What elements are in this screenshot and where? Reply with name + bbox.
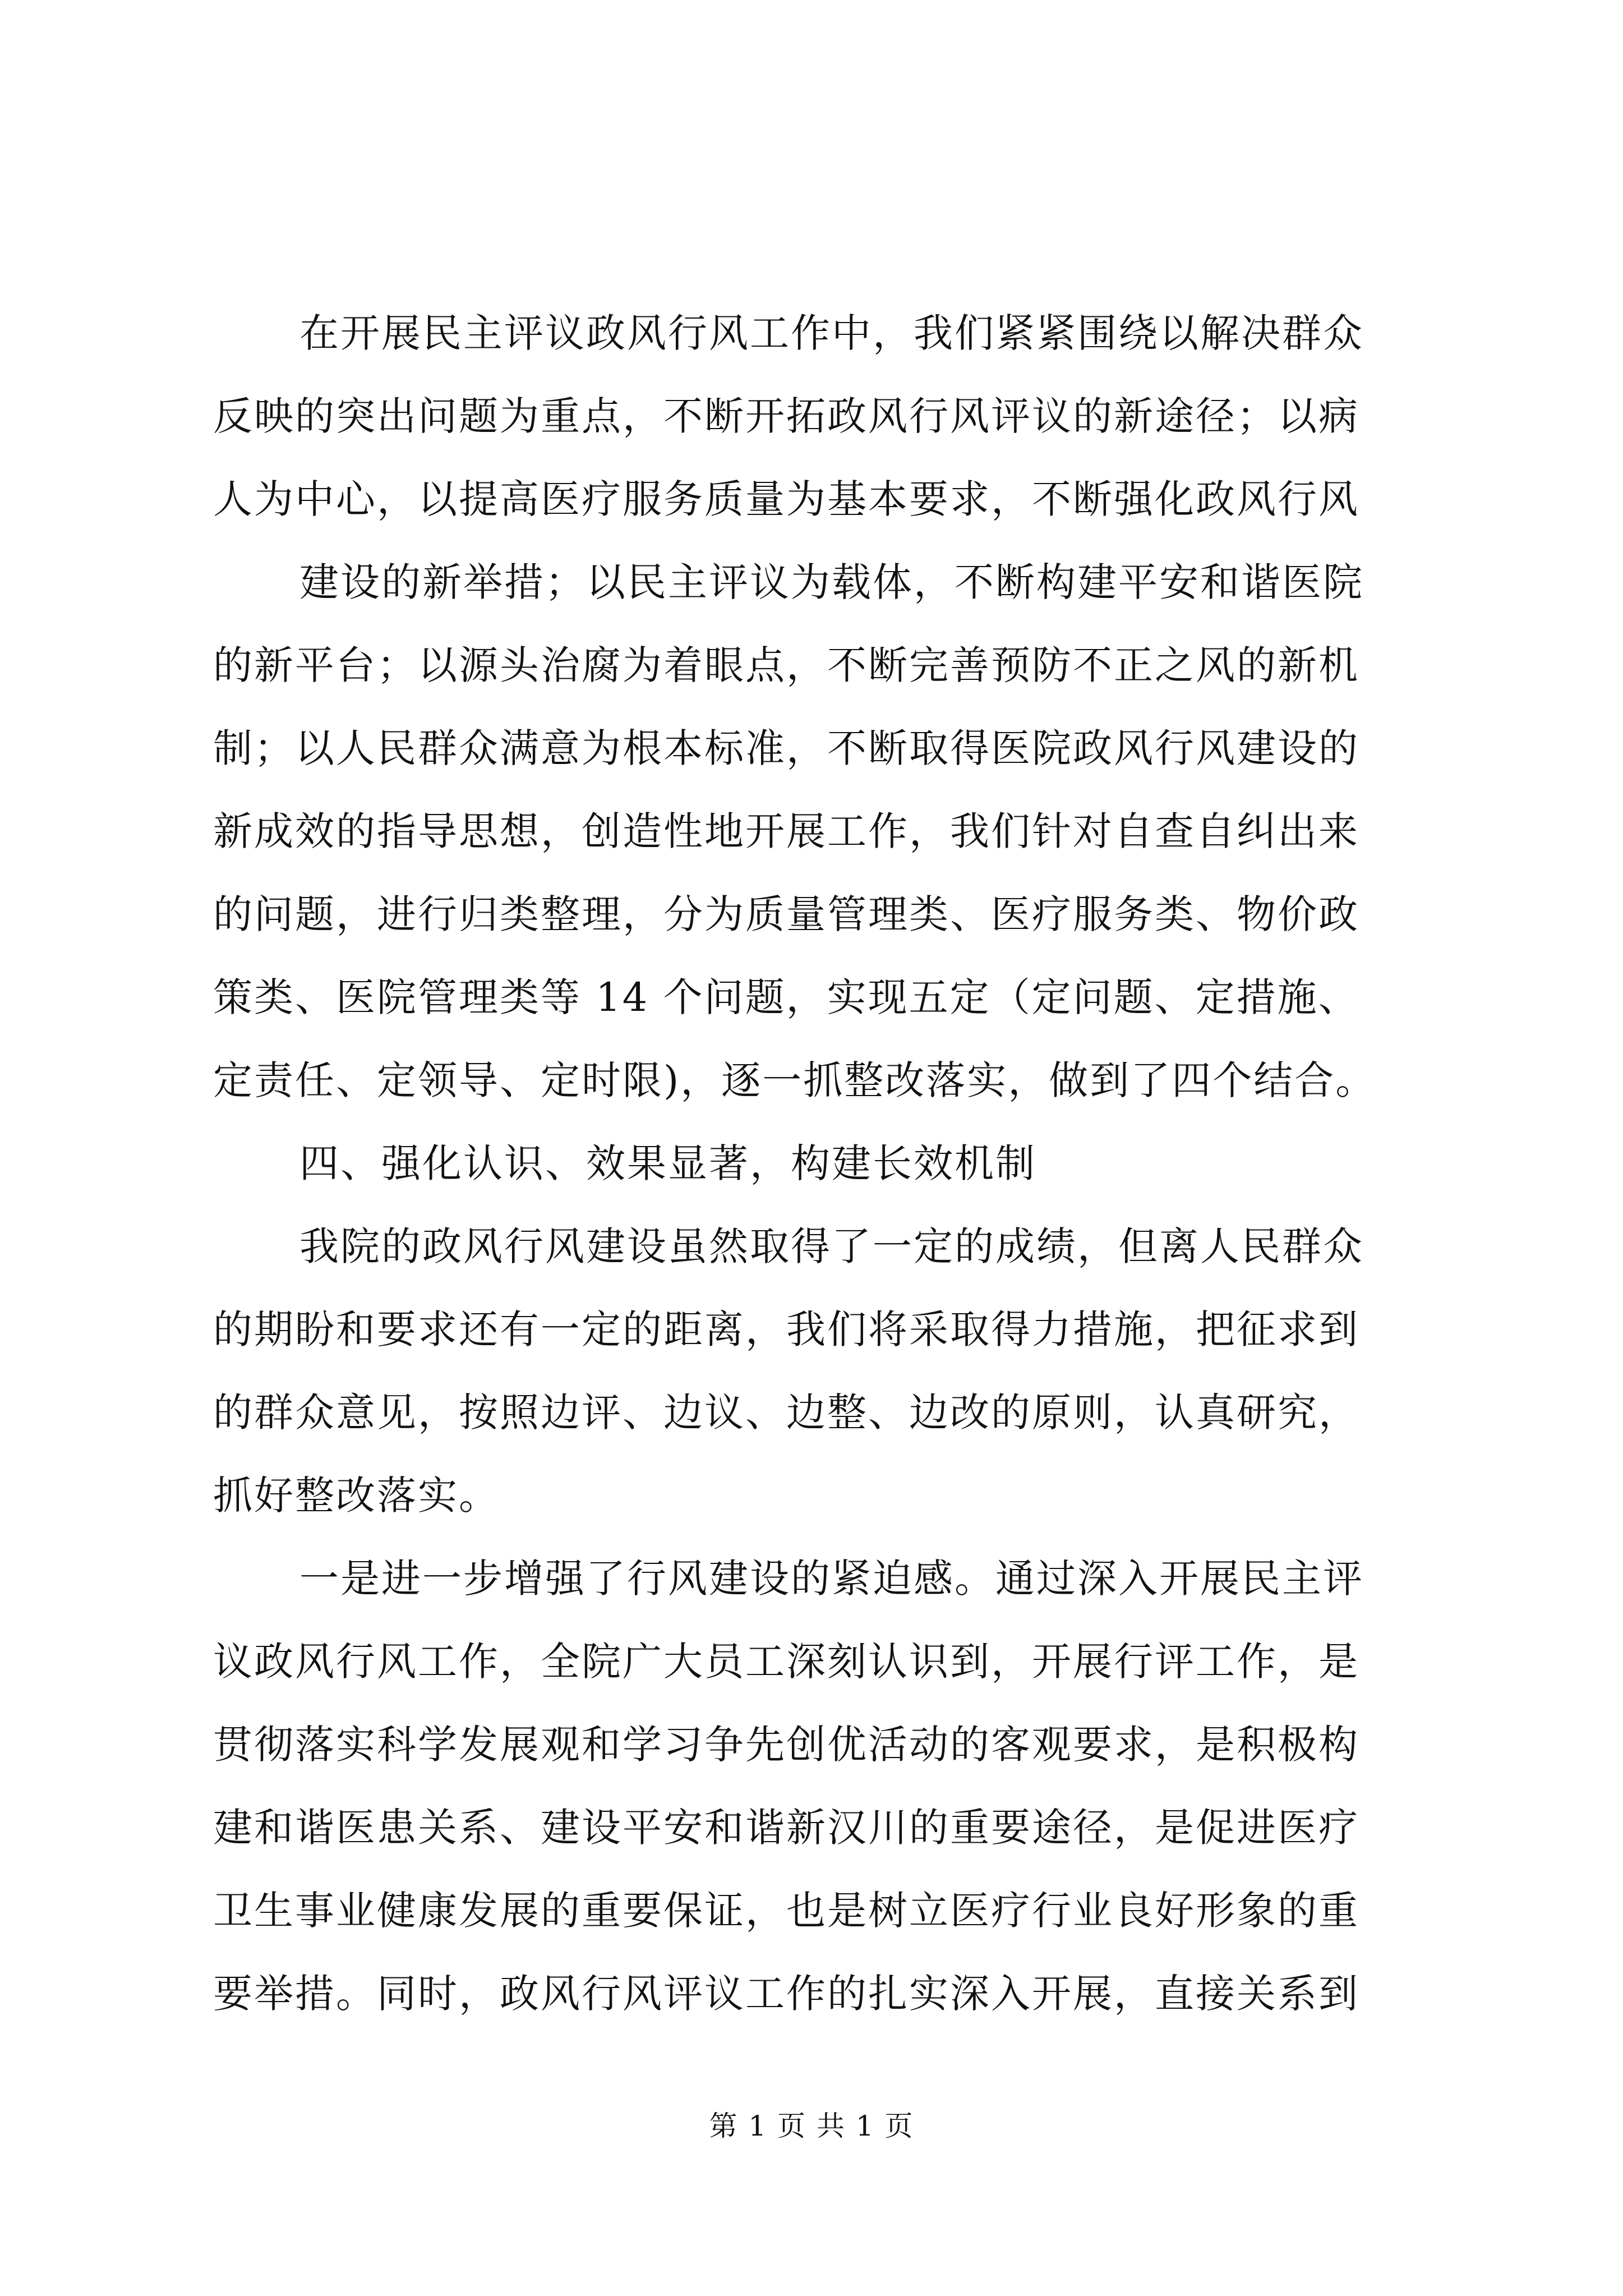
text-line: 定责任、定领导、定时限)，逐一抓整改落实，做到了四个结合。 bbox=[213, 1057, 1377, 1103]
page-footer: 第 1 页 共 1 页 bbox=[709, 2110, 914, 2142]
text-line: 反映的突出问题为重点，不断开拓政风行风评议的新途径；以病 bbox=[213, 393, 1359, 439]
text-line: 制；以人民群众满意为根本标准，不断取得医院政风行风建设的 bbox=[213, 725, 1359, 771]
text-line: 四、强化认识、效果显著，构建长效机制 bbox=[299, 1140, 1036, 1186]
text-line: 的问题，进行归类整理，分为质量管理类、医疗服务类、物价政 bbox=[213, 891, 1359, 937]
text-line: 在开展民主评议政风行风工作中，我们紧紧围绕以解决群众 bbox=[299, 310, 1364, 356]
text-line: 的期盼和要求还有一定的距离，我们将采取得力措施，把征求到 bbox=[213, 1306, 1359, 1352]
text-line: 策类、医院管理类等 14 个问题，实现五定（定问题、定措施、 bbox=[213, 974, 1359, 1020]
text-line: 一是进一步增强了行风建设的紧迫感。通过深入开展民主评 bbox=[299, 1556, 1364, 1602]
text-line: 的群众意见，按照边评、边议、边整、边改的原则，认真研究， bbox=[213, 1389, 1359, 1435]
document-body bbox=[213, 292, 1419, 2035]
text-line: 建设的新举措；以民主评议为载体，不断构建平安和谐医院 bbox=[299, 559, 1364, 605]
text-line: 人为中心，以提高医疗服务质量为基本要求，不断强化政风行风 bbox=[213, 476, 1359, 522]
text-line: 的新平台；以源头治腐为着眼点，不断完善预防不正之风的新机 bbox=[213, 642, 1359, 688]
text-line: 贯彻落实科学发展观和学习争先创优活动的客观要求，是积极构 bbox=[213, 1722, 1359, 1768]
text-line: 新成效的指导思想，创造性地开展工作，我们针对自查自纠出来 bbox=[213, 808, 1359, 854]
text-line: 议政风行风工作，全院广大员工深刻认识到，开展行评工作，是 bbox=[213, 1639, 1359, 1685]
text-line: 建和谐医患关系、建设平安和谐新汉川的重要途径，是促进医疗 bbox=[213, 1805, 1359, 1851]
text-line: 卫生事业健康发展的重要保证，也是树立医疗行业良好形象的重 bbox=[213, 1888, 1359, 1934]
text-line: 抓好整改落实。 bbox=[213, 1473, 500, 1519]
text-line: 要举措。同时，政风行风评议工作的扎实深入开展，直接关系到 bbox=[213, 1971, 1359, 2017]
text-line: 我院的政风行风建设虽然取得了一定的成绩，但离人民群众 bbox=[299, 1223, 1364, 1269]
